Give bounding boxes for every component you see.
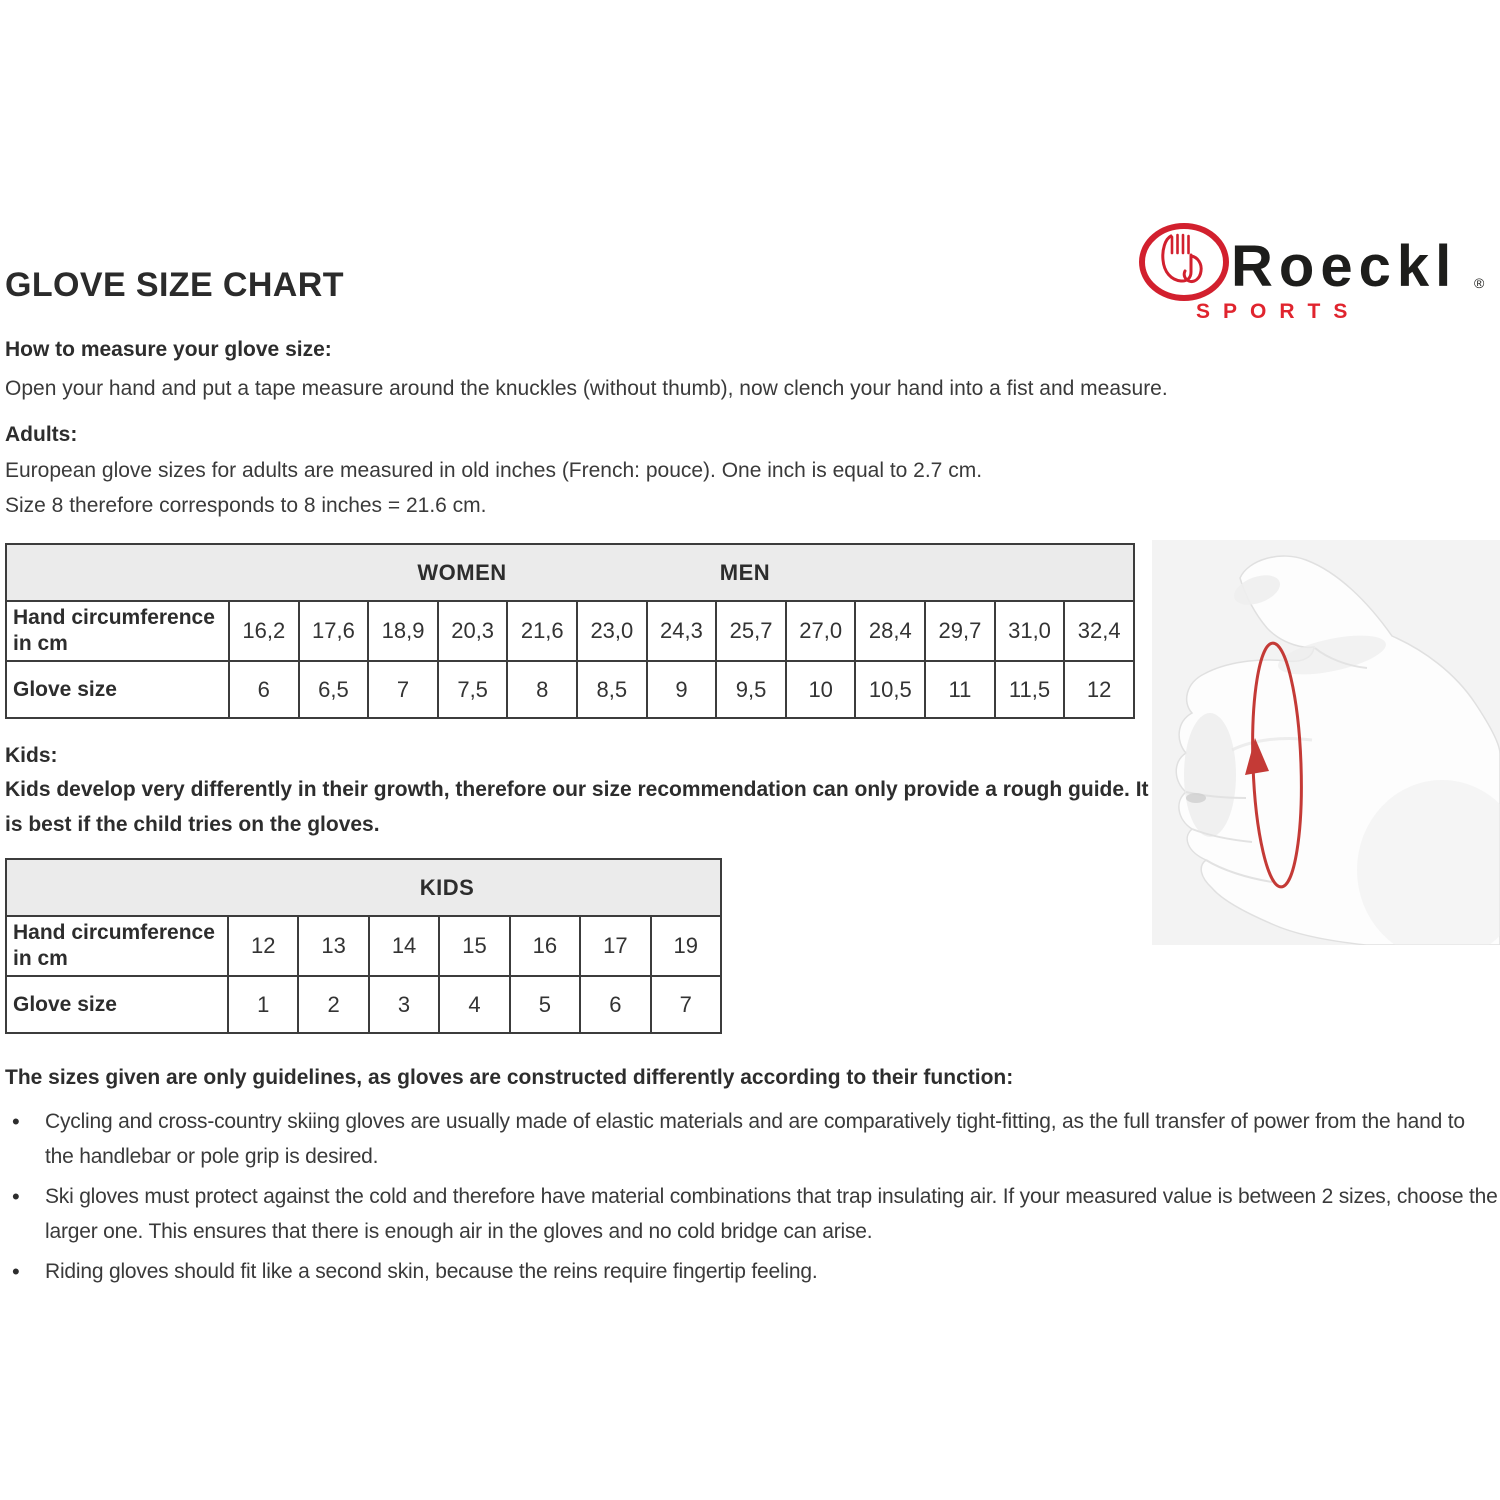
circumference-cell: 29,7	[925, 601, 995, 661]
circumference-cell: 20,3	[438, 601, 508, 661]
adults-glove-size-row	[6, 661, 1134, 718]
circumference-cell: 21,6	[507, 601, 577, 661]
kids-text: Kids develop very differently in their growth, therefore our size recommendation can only provide a rough guide. It is best if the child tries on the gloves.	[5, 778, 1149, 836]
glove-size-cell: 10,5	[855, 661, 925, 718]
glove-size-cell: 7	[368, 661, 438, 718]
circumference-cell: 12	[228, 916, 298, 976]
glove-size-cell: 3	[369, 976, 439, 1033]
glove-size-cell: 6,5	[299, 661, 369, 718]
sports-wordmark: SPORTS	[1196, 300, 1361, 322]
circumference-cell: 31,0	[995, 601, 1065, 661]
page-title: GLOVE SIZE CHART	[5, 266, 344, 304]
glove-size-cell: 9,5	[716, 661, 786, 718]
bullet-text-riding: Riding gloves should fit like a second skin, because the reins require fingertip feeling.	[45, 1260, 818, 1283]
glove-size-cell: 4	[439, 976, 509, 1033]
kids-group-header: KIDS	[419, 874, 475, 900]
kids-heading: Kids:	[5, 744, 58, 767]
circumference-cell: 27,0	[786, 601, 856, 661]
glove-size-cell: 6	[229, 661, 299, 718]
guidelines-heading: The sizes given are only guidelines, as gloves are constructed differently according to their function:	[5, 1066, 1014, 1089]
adults-group-header-row	[6, 544, 1134, 601]
glove-size-cell: 1	[228, 976, 298, 1033]
kids-group-header-row	[6, 859, 721, 916]
adults-heading: Adults:	[5, 423, 78, 446]
list-item	[5, 1104, 1498, 1174]
circumference-cell: 32,4	[1064, 601, 1134, 661]
kids-size-table	[5, 858, 722, 1034]
men-group-header: MEN	[719, 559, 771, 585]
glove-size-row-label: Glove size	[6, 976, 228, 1033]
adults-text-line-2: Size 8 therefore corresponds to 8 inches = 21.6 cm.	[5, 494, 487, 517]
glove-size-cell: 12	[1064, 661, 1134, 718]
circumference-cell: 18,9	[368, 601, 438, 661]
glove-size-cell: 11,5	[995, 661, 1065, 718]
glove-size-cell: 10	[786, 661, 856, 718]
circumference-cell: 13	[298, 916, 368, 976]
roeckl-wordmark: Roeckl	[1231, 234, 1458, 299]
adults-size-table	[5, 543, 1135, 719]
circumference-cell: 15	[439, 916, 509, 976]
glove-size-cell: 7,5	[438, 661, 508, 718]
circumference-cell: 24,3	[647, 601, 717, 661]
circumference-row-label: Hand circumference in cm	[6, 601, 229, 661]
circumference-cell: 19	[651, 916, 721, 976]
circumference-cell: 23,0	[577, 601, 647, 661]
glove-size-cell: 8,5	[577, 661, 647, 718]
adults-text-line-1: European glove sizes for adults are measured in old inches (French: pouce). One inch is equal to 2.7 cm.	[5, 459, 983, 482]
kids-glove-size-row	[6, 976, 721, 1033]
glove-size-cell: 5	[510, 976, 580, 1033]
circumference-cell: 28,4	[855, 601, 925, 661]
bullet-icon: •	[12, 1109, 20, 1134]
glove-size-row-label: Glove size	[6, 661, 229, 718]
hand-photo	[1152, 540, 1500, 945]
women-group-header: WOMEN	[417, 559, 507, 585]
kids-group-header-cell	[6, 859, 721, 916]
circumference-cell: 16	[510, 916, 580, 976]
glove-size-cell: 7	[651, 976, 721, 1033]
kids-circumference-row	[6, 916, 721, 976]
adults-group-header-cell	[6, 544, 1134, 601]
bullet-text-ski: Ski gloves must protect against the cold and therefore have material combinations that trap insulating air. If your measured value is between 2 sizes, choose the larger one. This ensures that there is enough air in the gloves and no cold bridge can arise.	[45, 1185, 1498, 1243]
registered-trademark-symbol: ®	[1474, 275, 1485, 291]
bullet-icon: •	[12, 1184, 20, 1209]
how-to-measure-text: Open your hand and put a tape measure around the knuckles (without thumb), now clench your hand into a fist and measure.	[5, 377, 1168, 400]
bullet-text-cycling: Cycling and cross-country skiing gloves are usually made of elastic materials and are comparatively tight-fitting, as the full transfer of power from the hand to the handlebar or pole grip is desired.	[45, 1110, 1465, 1168]
roeckl-sports-logo	[1138, 222, 1500, 322]
guidelines-list	[5, 1104, 1498, 1294]
circumference-cell: 25,7	[716, 601, 786, 661]
circumference-row-label: Hand circumference in cm	[6, 916, 228, 976]
circumference-cell: 17	[580, 916, 650, 976]
how-to-measure-heading: How to measure your glove size:	[5, 338, 332, 361]
list-item	[5, 1254, 1498, 1289]
glove-size-cell: 6	[580, 976, 650, 1033]
roeckl-hand-oval-icon	[1142, 226, 1226, 298]
list-item	[5, 1179, 1498, 1249]
adults-circumference-row	[6, 601, 1134, 661]
bullet-icon: •	[12, 1259, 20, 1284]
glove-size-cell: 8	[507, 661, 577, 718]
hand-measurement-figure	[1152, 540, 1500, 945]
glove-size-cell: 11	[925, 661, 995, 718]
circumference-cell: 14	[369, 916, 439, 976]
glove-size-cell: 2	[298, 976, 368, 1033]
roeckl-logo-graphic	[1138, 222, 1500, 322]
circumference-cell: 17,6	[299, 601, 369, 661]
glove-size-cell: 9	[647, 661, 717, 718]
circumference-cell: 16,2	[229, 601, 299, 661]
